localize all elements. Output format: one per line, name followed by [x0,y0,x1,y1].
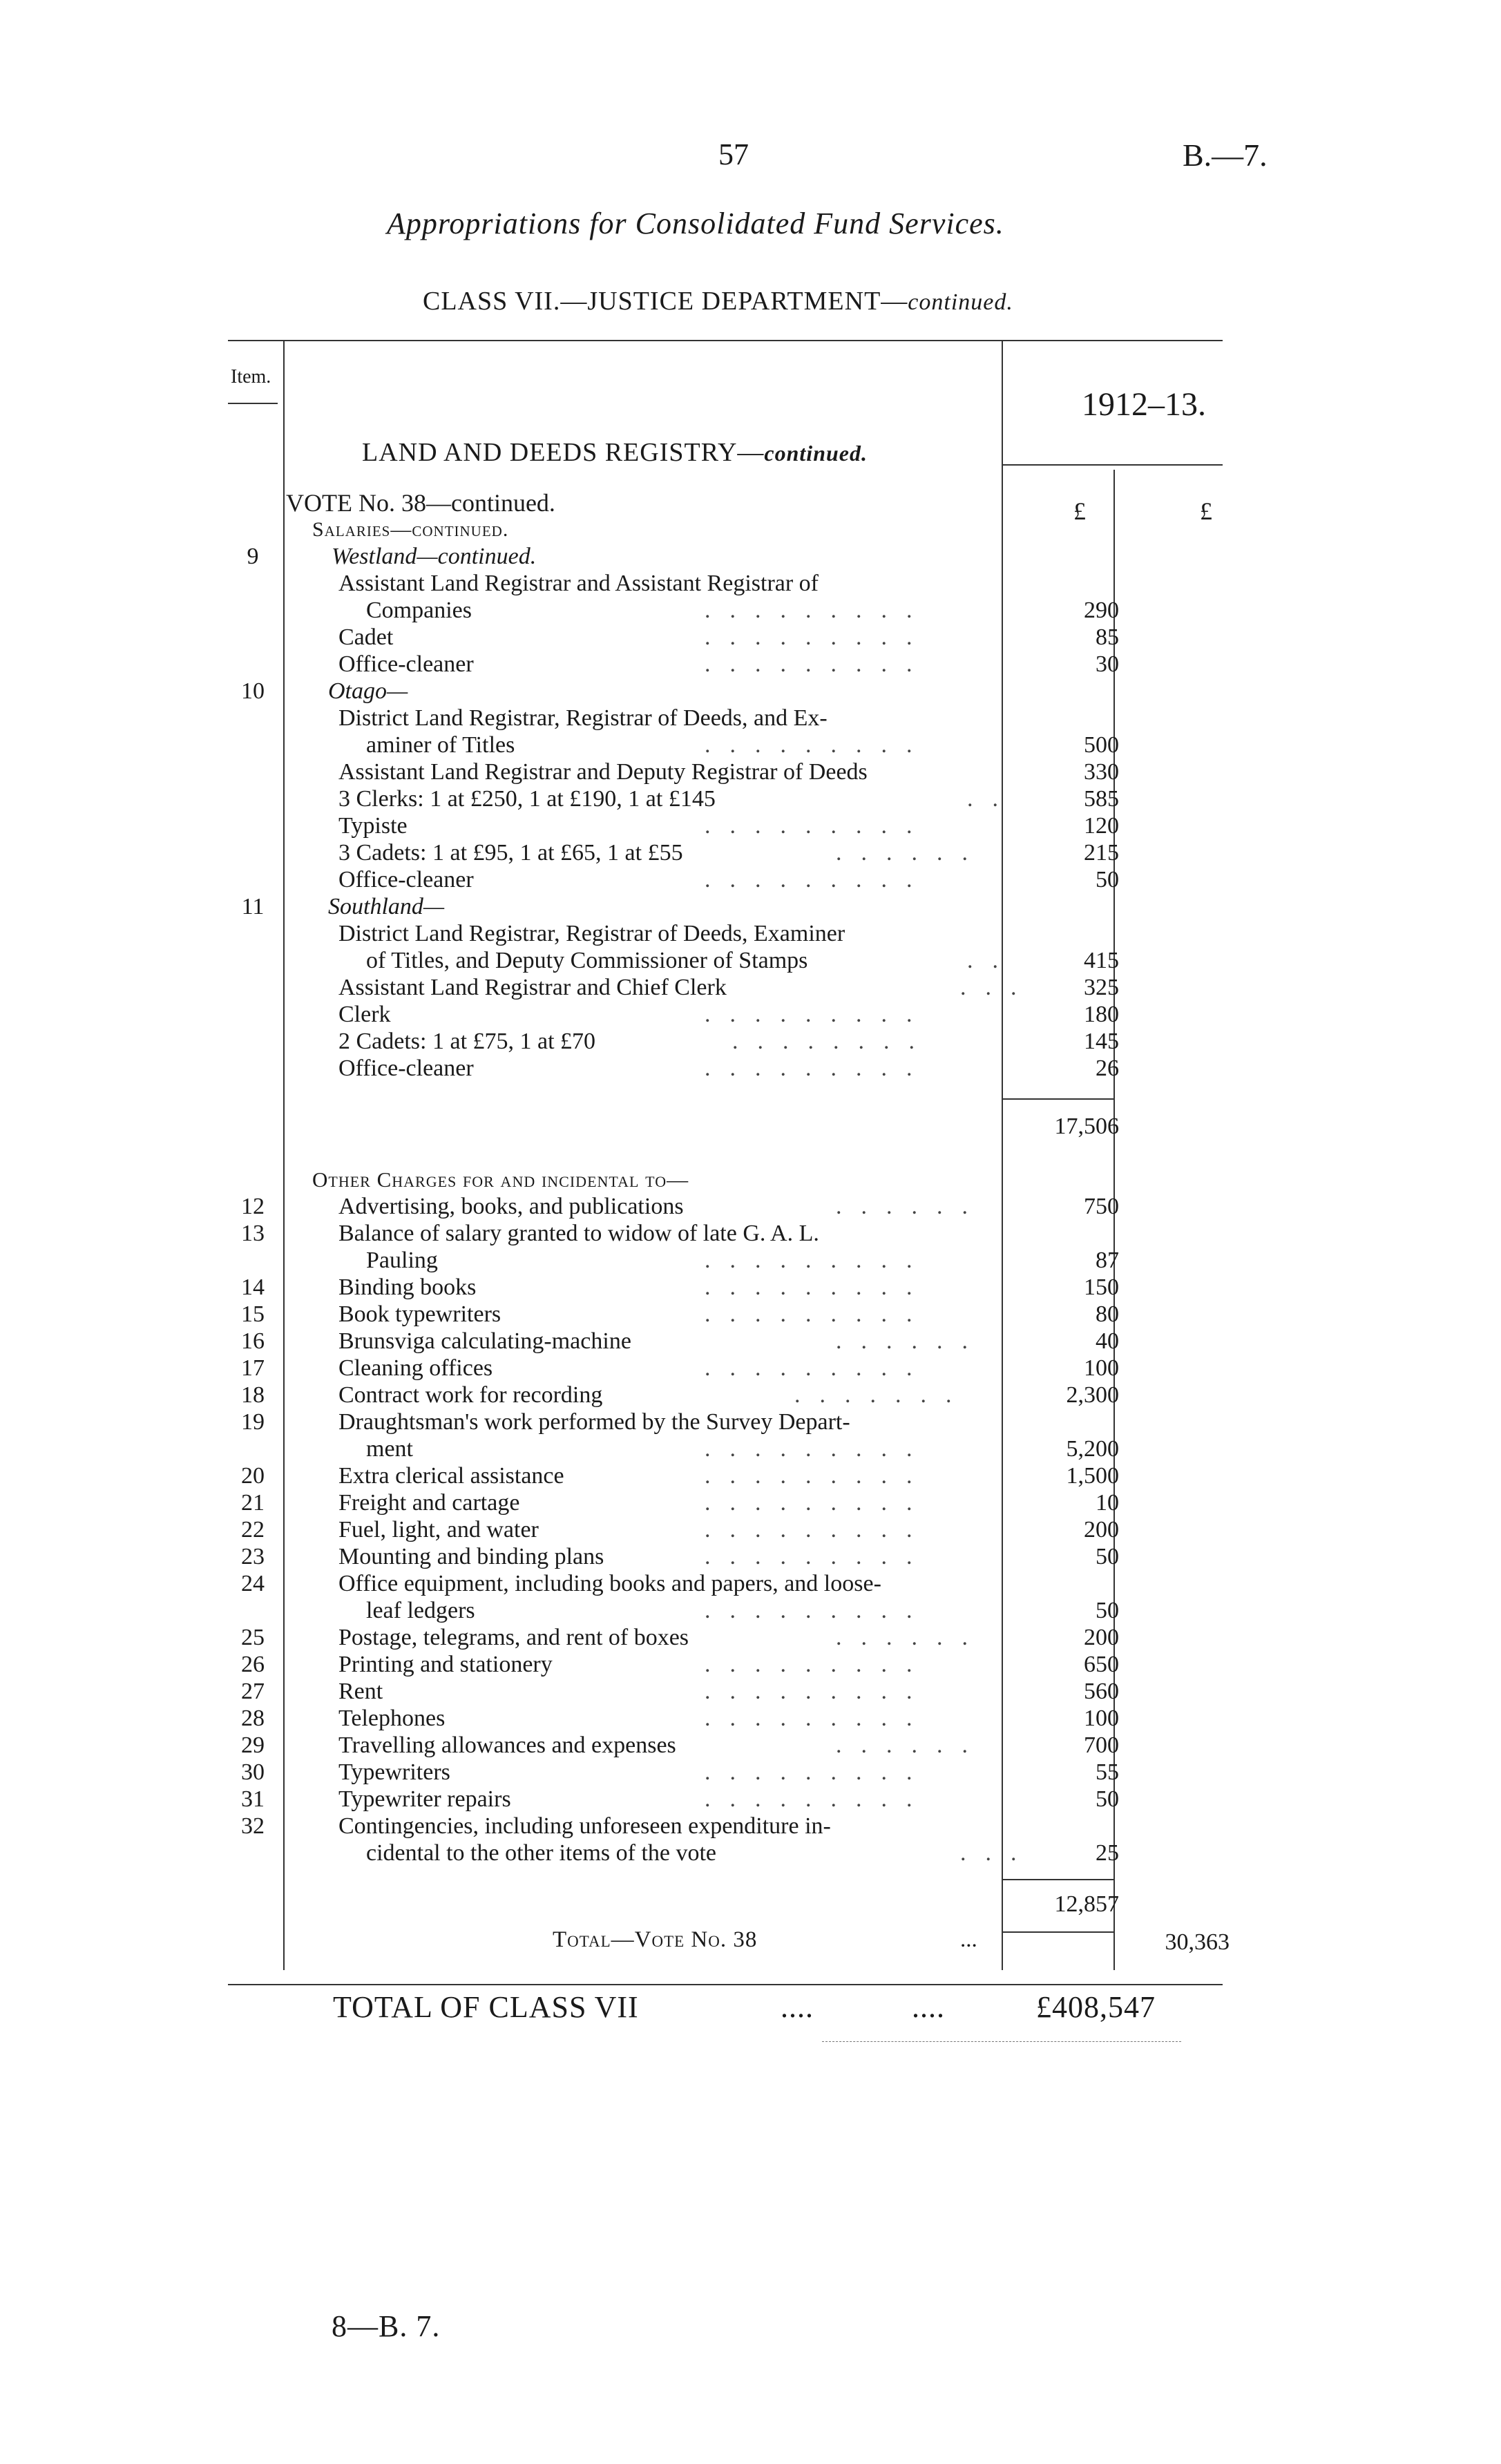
class-total-amount: £408,547 [1036,1990,1156,2024]
row-text: Freight and cartage [338,1490,520,1516]
row-text: 3 Clerks: 1 at £250, 1 at £190, 1 at £145 [338,786,716,812]
row-text: Balance of salary granted to widow of late G. A. L. [338,1221,819,1246]
table-row [0,1813,1501,1840]
item-column-header: Item. [231,366,271,388]
leader-dots: ......... [705,1544,932,1569]
row-amount: 25 [1096,1840,1119,1866]
table-row [0,1055,1501,1082]
table-row [0,1193,1501,1221]
row-text: 3 Cadets: 1 at £95, 1 at £65, 1 at £55 [338,840,683,866]
row-text: Book typewriters [338,1301,501,1327]
table-row [0,1786,1501,1813]
row-text: Contingencies, including unforeseen expenditure in- [338,1813,831,1839]
row-amount: 50 [1096,1544,1119,1569]
table-row [0,1301,1501,1328]
row-amount: 650 [1084,1652,1119,1677]
leader-dots: ......... [705,651,932,677]
table-row [0,1705,1501,1732]
item-number: 22 [241,1517,265,1543]
class-total-underline [822,2041,1181,2042]
table-row [0,597,1501,624]
vote-total-leader: ... [960,1927,977,1952]
row-text: Office-cleaner [338,867,474,892]
item-number: 28 [241,1706,265,1731]
row-text: Assistant Land Registrar and Deputy Registrar of Deeds [338,759,868,785]
leader-dots: ...... [836,1194,987,1219]
table-row [0,812,1501,840]
row-amount: 150 [1084,1274,1119,1300]
leader-dots: ......... [705,1463,932,1489]
row-text: aminer of Titles [366,732,515,758]
row-text: Travelling allowances and expenses [338,1732,676,1758]
table-row [0,839,1501,867]
row-text: Typewriter repairs [338,1786,511,1812]
row-text: Cleaning offices [338,1355,493,1381]
row-amount: 85 [1096,624,1119,650]
table-row [0,1382,1501,1409]
leader-dots: ... [960,975,1036,1000]
section-title [362,437,868,468]
leader-dots: ......... [705,1759,932,1785]
table-row [0,1840,1501,1867]
row-text: Office-cleaner [338,651,474,677]
sheet-reference: 8—B. 7. [332,2309,441,2343]
table-row [0,543,1501,571]
row-amount: 290 [1084,598,1119,623]
table-row [0,1435,1501,1463]
table-row [0,1543,1501,1571]
row-amount: 50 [1096,1786,1119,1812]
row-amount: 100 [1084,1355,1119,1381]
leader-dots: ...... [836,1732,987,1758]
class-title [423,286,1013,316]
table-row [0,732,1501,759]
row-amount: 200 [1084,1625,1119,1650]
row-amount: 80 [1096,1301,1119,1327]
table-row [0,1462,1501,1490]
item-number: 14 [241,1274,265,1300]
row-text: Advertising, books, and publications [338,1194,684,1219]
table-row [0,1220,1501,1248]
row-amount: 10 [1096,1490,1119,1516]
vote-total-rule [1002,1931,1113,1933]
table-row [0,920,1501,948]
salaries-subtotal: 17,506 [1054,1114,1119,1139]
row-amount: 100 [1084,1706,1119,1731]
class-title-continued: continued. [908,289,1013,315]
leader-dots: ......... [705,1248,932,1273]
leader-dots: ....... [794,1382,971,1408]
row-amount: 50 [1096,867,1119,892]
table-top-rule [228,340,1223,341]
row-text: Other Charges for and incidental to— [312,1167,689,1192]
row-amount: 200 [1084,1517,1119,1543]
row-amount: 330 [1084,759,1119,785]
item-number: 21 [241,1490,265,1516]
leader-dots: ......... [705,732,932,758]
row-amount: 750 [1084,1194,1119,1219]
row-text: Salaries—continued. [312,518,509,541]
row-text: Rent [338,1679,383,1704]
table-row [0,1408,1501,1436]
leader-dots: ...... [836,1328,987,1354]
table-row [0,1570,1501,1598]
vote-total-amount: 30,363 [1165,1929,1230,1955]
leader-dots: ...... [836,1625,987,1650]
table-row [0,1732,1501,1759]
table-row [0,1028,1501,1056]
class-total-label: TOTAL OF CLASS VII [333,1990,639,2024]
page-title: Appropriations for Consolidated Fund Services. [387,207,1004,240]
table-row [0,624,1501,651]
row-text: VOTE No. 38—continued. [286,489,555,517]
leader-dots: ......... [705,1056,932,1081]
leader-dots: ......... [705,1301,932,1327]
table-row [0,1166,1501,1194]
table-row [0,893,1501,921]
row-amount: 325 [1084,975,1119,1000]
currency-symbol-items: £ [1073,497,1086,525]
table-row [0,651,1501,678]
leader-dots: ......... [705,1598,932,1623]
table-bottom-rule [228,1984,1223,1985]
table-row [0,947,1501,975]
item-number: 12 [241,1194,265,1219]
class-title-text: CLASS VII.—JUSTICE DEPARTMENT— [423,287,908,316]
row-text: Contract work for recording [338,1382,603,1408]
leader-dots: ......... [705,624,932,650]
other-charges-subtotal-rule [1002,1879,1113,1880]
table-row [0,1651,1501,1679]
table-row [0,1001,1501,1029]
leader-dots: ......... [705,1706,932,1731]
leader-dots: ......... [705,1490,932,1516]
row-text: ment [366,1436,413,1462]
item-number: 18 [241,1382,265,1408]
row-text: leaf ledgers [366,1598,475,1623]
leader-dots: ......... [705,1786,932,1812]
page-number: 57 [718,137,749,171]
leader-dots: ......... [705,598,932,623]
vote-total-label: Total—Vote No. 38 [553,1927,758,1952]
table-row [0,785,1501,813]
row-text: Extra clerical assistance [338,1463,564,1489]
class-total-dots-right: .... [912,1990,945,2024]
item-number: 9 [247,544,259,569]
item-header-rule [228,403,278,404]
row-text: Clerk [338,1002,391,1027]
table-row [0,1355,1501,1382]
table-row [0,678,1501,705]
table-row [0,1516,1501,1544]
leader-dots: ......... [705,867,932,892]
item-number: 10 [241,678,265,704]
leader-dots: ........ [732,1029,934,1054]
row-text: of Titles, and Deputy Commissioner of Stamps [366,948,808,973]
item-number: 19 [241,1409,265,1435]
table-row [0,866,1501,894]
table-row [0,1489,1501,1517]
row-text: Draughtsman's work performed by the Survey Depart- [338,1409,850,1435]
table-row [0,489,1501,517]
row-text: Printing and stationery [338,1652,553,1677]
table-row [0,705,1501,732]
row-amount: 700 [1084,1732,1119,1758]
row-text: Typewriters [338,1759,450,1785]
row-amount: 55 [1096,1759,1119,1785]
class-total-dots-left: .... [781,1990,814,2024]
leader-dots: ......... [705,1679,932,1704]
table-row [0,974,1501,1002]
leader-dots: ......... [705,1355,932,1381]
leader-dots: ......... [705,1002,932,1027]
table-row [0,1247,1501,1274]
item-number: 26 [241,1652,265,1677]
row-text: Typiste [338,813,408,839]
leader-dots: ......... [705,1517,932,1543]
item-number: 23 [241,1544,265,1569]
row-text: Fuel, light, and water [338,1517,539,1543]
leader-dots: ......... [705,1274,932,1300]
other-charges-subtotal: 12,857 [1054,1891,1119,1917]
row-text: Westland—continued. [332,544,537,569]
row-amount: 180 [1084,1002,1119,1027]
row-amount: 5,200 [1066,1436,1119,1462]
row-amount: 215 [1084,840,1119,866]
row-text: Pauling [366,1248,438,1273]
item-number: 11 [241,894,265,919]
year-header: 1912–13. [1082,386,1206,423]
document-reference: B.—7. [1183,137,1268,173]
row-text: Brunsviga calculating-machine [338,1328,631,1354]
section-title-continued: continued. [764,441,868,466]
row-amount: 585 [1084,786,1119,812]
row-text: District Land Registrar, Registrar of Deeds, Examiner [338,921,845,946]
row-amount: 40 [1096,1328,1119,1354]
row-amount: 87 [1096,1248,1119,1273]
item-number: 27 [241,1679,265,1704]
row-text: District Land Registrar, Registrar of Deeds, and Ex- [338,705,828,731]
item-number: 16 [241,1328,265,1354]
section-title-text: LAND AND DEEDS REGISTRY— [362,438,765,467]
table-row [0,516,1501,544]
item-number: 13 [241,1221,265,1246]
item-number: 32 [241,1813,265,1839]
table-row [0,1597,1501,1625]
currency-symbol-totals: £ [1200,497,1212,525]
row-amount: 2,300 [1066,1382,1119,1408]
row-amount: 26 [1096,1056,1119,1081]
table-row [0,570,1501,598]
row-text: Companies [366,598,472,623]
row-text: Mounting and binding plans [338,1544,604,1569]
item-number: 20 [241,1463,265,1489]
year-header-rule [1002,464,1223,466]
row-text: Office equipment, including books and papers, and loose- [338,1571,881,1596]
row-amount: 1,500 [1066,1463,1119,1489]
leader-dots: ......... [705,1436,932,1462]
item-number: 17 [241,1355,265,1381]
table-row [0,1328,1501,1355]
row-text: Otago— [328,678,408,704]
row-amount: 30 [1096,651,1119,677]
row-text: Cadet [338,624,394,650]
row-text: Assistant Land Registrar and Assistant Registrar of [338,571,819,596]
row-amount: 145 [1084,1029,1119,1054]
table-row [0,1624,1501,1652]
row-amount: 500 [1084,732,1119,758]
salaries-subtotal-rule [1002,1098,1113,1100]
item-number: 25 [241,1625,265,1650]
row-text: Telephones [338,1706,446,1731]
row-amount: 415 [1084,948,1119,973]
leader-dots: ... [960,1840,1036,1866]
row-amount: 50 [1096,1598,1119,1623]
item-number: 24 [241,1571,265,1596]
row-text: Southland— [328,894,445,919]
leader-dots: ...... [836,840,987,866]
item-number: 31 [241,1786,265,1812]
row-text: Postage, telegrams, and rent of boxes [338,1625,689,1650]
leader-dots: ......... [705,813,932,839]
item-number: 30 [241,1759,265,1785]
row-text: cidental to the other items of the vote [366,1840,717,1866]
table-row [0,1759,1501,1786]
row-text: Office-cleaner [338,1056,474,1081]
table-row [0,1678,1501,1706]
item-number: 29 [241,1732,265,1758]
row-text: Assistant Land Registrar and Chief Clerk [338,975,727,1000]
table-row [0,758,1501,786]
leader-dots: ......... [705,1652,932,1677]
row-amount: 120 [1084,813,1119,839]
item-number: 15 [241,1301,265,1327]
row-amount: 560 [1084,1679,1119,1704]
leader-dots: .. [967,948,1017,973]
leader-dots: .. [967,786,1017,812]
row-text: 2 Cadets: 1 at £75, 1 at £70 [338,1029,596,1054]
table-row [0,1274,1501,1301]
row-text: Binding books [338,1274,477,1300]
